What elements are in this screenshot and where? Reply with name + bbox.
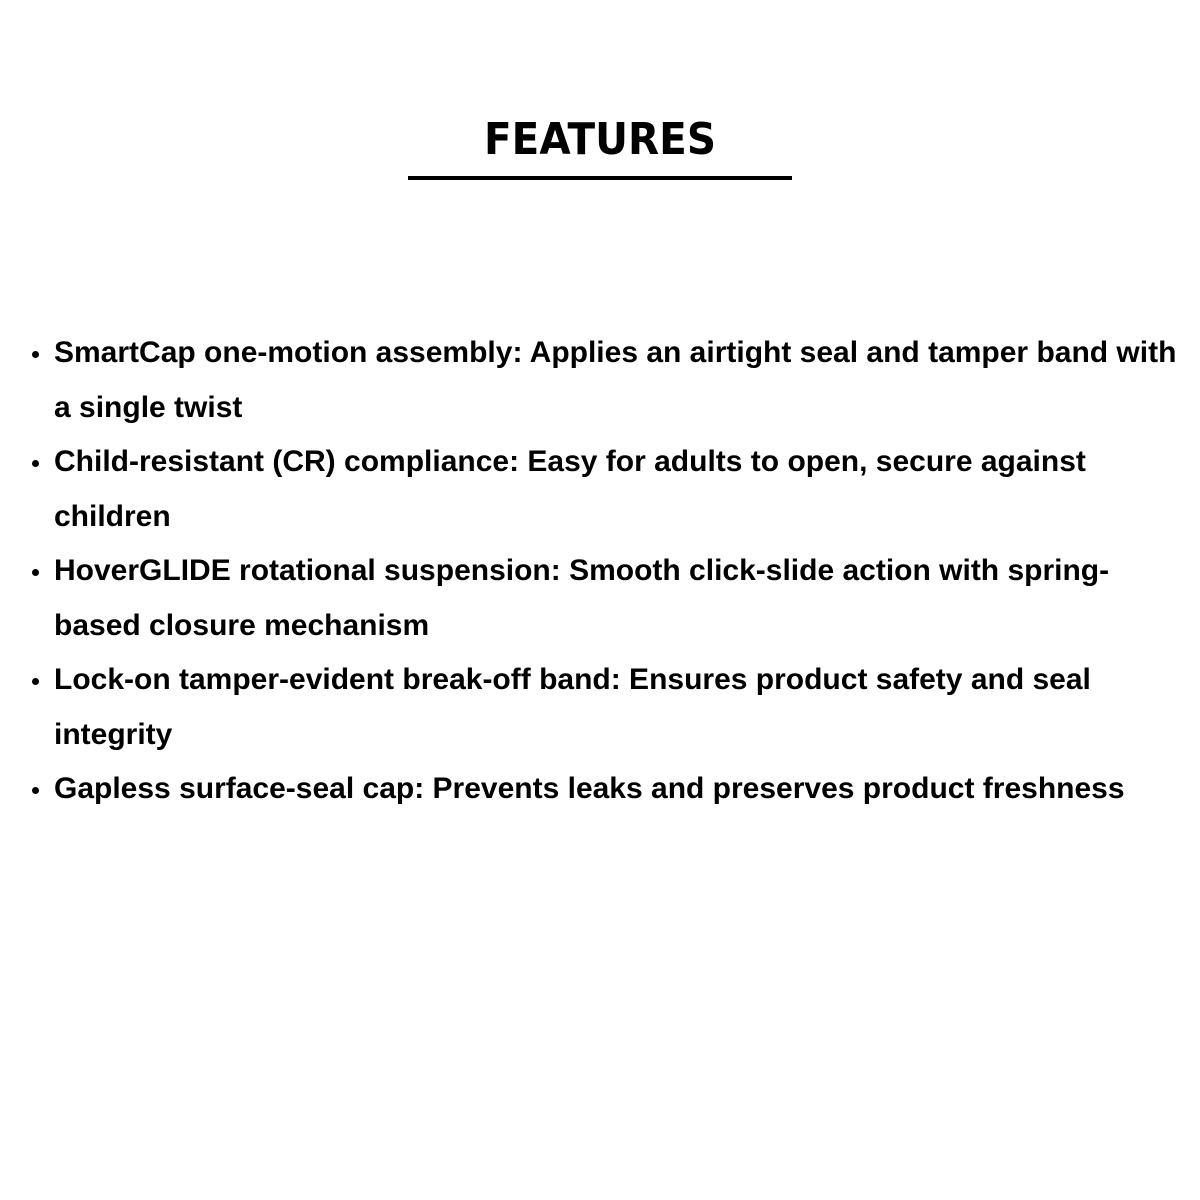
feature-item-hoverglide (24, 544, 1194, 653)
feature-text: Gapless surface-seal cap: Prevents leaks and preserves product freshness (54, 772, 1125, 805)
features-list (24, 326, 1194, 817)
bullet-icon (32, 569, 39, 576)
bullet-icon (32, 787, 39, 794)
bullet-icon (32, 351, 39, 358)
feature-item-lock-on-band (24, 653, 1194, 762)
title-underline-divider (408, 176, 792, 180)
page-header (408, 112, 792, 168)
bullet-icon (32, 460, 39, 467)
feature-text: Child-resistant (CR) compliance: Easy for adults to open, secure against children (54, 445, 1086, 533)
feature-item-gapless-seal (24, 762, 1194, 817)
feature-text: HoverGLIDE rotational suspension: Smooth click-slide action with spring-based closure mechanism (54, 554, 1110, 642)
bullet-icon (32, 678, 39, 685)
feature-item-smartcap (24, 326, 1194, 435)
feature-item-child-resistant (24, 435, 1194, 544)
page-title: FEATURES (484, 114, 716, 165)
feature-text: Lock-on tamper-evident break-off band: Ensures product safety and seal integrity (54, 663, 1091, 751)
feature-text: SmartCap one-motion assembly: Applies an airtight seal and tamper band with a single twist (54, 336, 1177, 424)
